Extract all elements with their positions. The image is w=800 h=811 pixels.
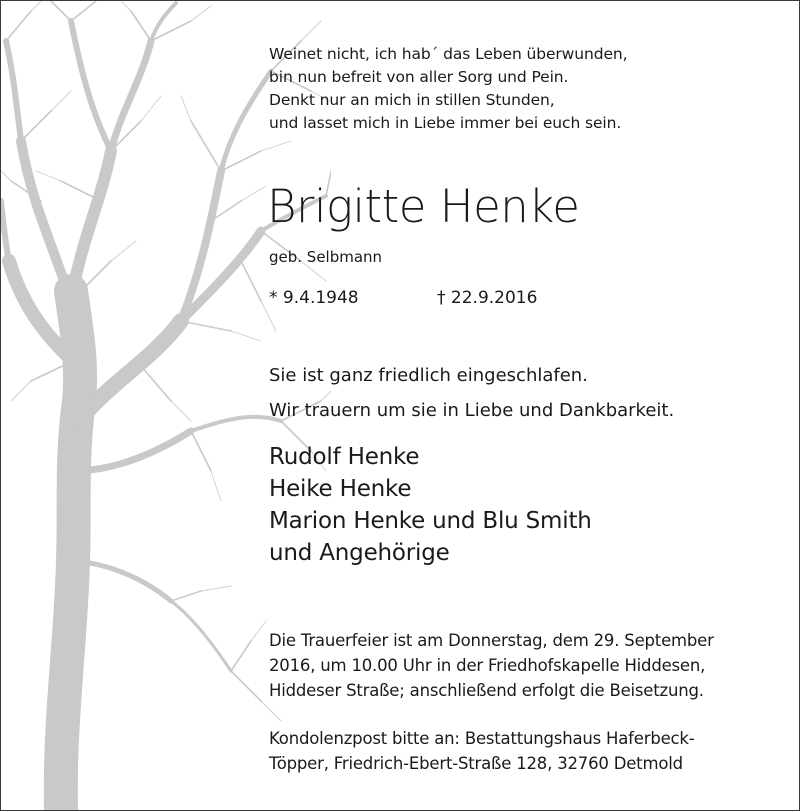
funeral-line: Hiddeser Straße; anschließend erfolgt die Beisetzung. [269,681,704,700]
mourners-list [269,441,592,569]
mourner-name: und Angehörige [269,540,450,566]
funeral-line: Die Trauerfeier ist am Donnerstag, dem 29. September [269,631,714,650]
deceased-name: Brigitte Henke [267,180,580,233]
mourner-name: Marion Henke und Blu Smith [269,508,592,534]
message-line: Sie ist ganz friedlich eingeschlafen. [269,365,588,386]
birth-date: * 9.4.1948 [269,288,359,308]
death-date: † 22.9.2016 [437,288,538,308]
mourner-name: Rudolf Henke [269,444,420,470]
funeral-info [269,628,714,703]
message-line: Wir trauern um sie in Liebe und Dankbarkeit. [269,400,675,421]
poem-line: bin nun befreit von aller Sorg und Pein. [269,68,569,86]
poem-line: Denkt nur an mich in stillen Stunden, [269,91,555,109]
condolence-info [269,726,695,776]
condolence-line: Töpper, Friedrich-Ebert-Straße 128, 32760 Detmold [269,754,683,773]
funeral-line: 2016, um 10.00 Uhr in der Friedhofskapelle Hiddesen, [269,656,706,675]
poem-line: und lasset mich in Liebe immer bei euch sein. [269,114,622,132]
mourner-name: Heike Henke [269,476,412,502]
condolence-line: Kondolenzpost bitte an: Bestattungshaus Haferbeck- [269,729,695,748]
life-dates [269,285,669,311]
poem [269,43,627,135]
maiden-name: geb. Selbmann [269,248,383,266]
poem-line: Weinet nicht, ich hab´ das Leben überwunden, [269,45,628,63]
